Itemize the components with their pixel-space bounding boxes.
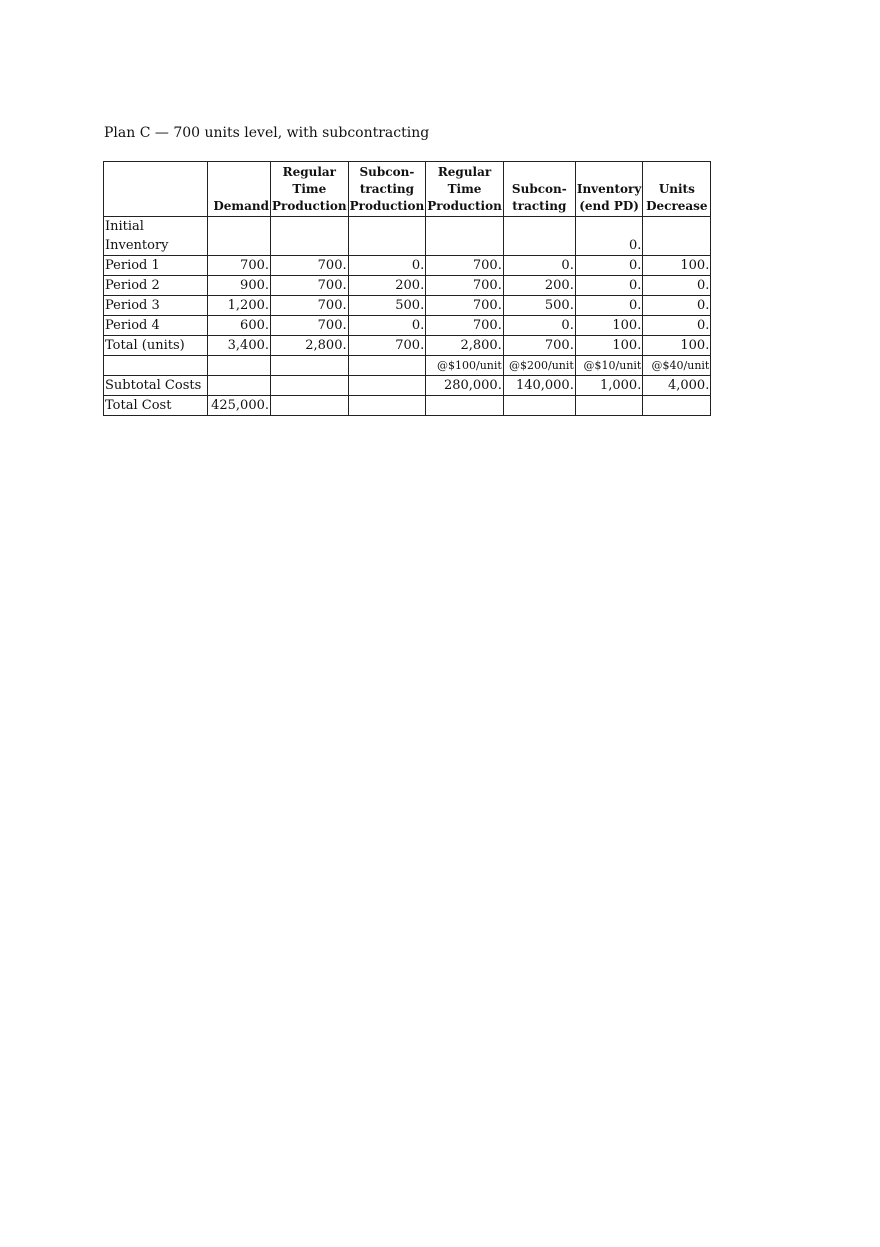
- table-cell: 700.: [348, 336, 426, 356]
- table-cell: [271, 396, 349, 416]
- header-cell-units-decrease: Units Decrease: [643, 162, 711, 217]
- table-cell: 280,000.: [426, 376, 504, 396]
- table-cell: [348, 376, 426, 396]
- table-cell: 2,800.: [426, 336, 504, 356]
- header-cell-regular-time-production: Regular Time Production: [271, 162, 349, 217]
- table-row: [104, 336, 711, 356]
- table-row: [104, 276, 711, 296]
- table-cell: 700.: [208, 256, 271, 276]
- table-row: [104, 356, 711, 376]
- table-cell: 0.: [503, 256, 575, 276]
- table-cell: 700.: [503, 336, 575, 356]
- table-cell: 0.: [575, 217, 643, 256]
- header-row: [104, 162, 711, 217]
- table-cell: [271, 356, 349, 376]
- table-cell: 0.: [575, 256, 643, 276]
- table-cell: [208, 356, 271, 376]
- table-cell: [503, 217, 575, 256]
- table-cell: [348, 396, 426, 416]
- table-cell: 0.: [575, 276, 643, 296]
- table-cell: [271, 217, 349, 256]
- row-label: Initial Inventory: [104, 217, 208, 256]
- table-cell: 1,200.: [208, 296, 271, 316]
- table-cell: 100.: [643, 336, 711, 356]
- row-label: Total Cost: [104, 396, 208, 416]
- table-cell: 140,000.: [503, 376, 575, 396]
- table-cell: 2,800.: [271, 336, 349, 356]
- table-cell: 200.: [503, 276, 575, 296]
- table-cell: [643, 217, 711, 256]
- header-cell-inventory: Inventory (end PD): [575, 162, 643, 217]
- row-label: Subtotal Costs: [104, 376, 208, 396]
- table-cell: 700.: [426, 256, 504, 276]
- header-cell-regular-time-production-cost: Regular Time Production: [426, 162, 504, 217]
- table-cell: @$100/unit: [426, 356, 504, 376]
- table-cell: 100.: [575, 336, 643, 356]
- table-cell: 3,400.: [208, 336, 271, 356]
- table-cell: 700.: [271, 256, 349, 276]
- table-cell: [575, 396, 643, 416]
- table-row: [104, 376, 711, 396]
- table-cell: [426, 217, 504, 256]
- table-row: [104, 296, 711, 316]
- table-cell: [426, 396, 504, 416]
- table-cell: @$10/unit: [575, 356, 643, 376]
- table-cell: [208, 376, 271, 396]
- table-cell: 100.: [643, 256, 711, 276]
- table-cell: 0.: [348, 316, 426, 336]
- table-cell: 500.: [348, 296, 426, 316]
- table-cell: 4,000.: [643, 376, 711, 396]
- table-cell: [348, 356, 426, 376]
- table-cell: 200.: [348, 276, 426, 296]
- row-label: Period 1: [104, 256, 208, 276]
- table-cell: 0.: [348, 256, 426, 276]
- table-cell: @$200/unit: [503, 356, 575, 376]
- row-label: Period 2: [104, 276, 208, 296]
- table-cell: [271, 376, 349, 396]
- table-cell: 900.: [208, 276, 271, 296]
- table-cell: 700.: [426, 276, 504, 296]
- table-cell: 700.: [426, 316, 504, 336]
- aggregate-plan-table: [103, 161, 711, 416]
- table-cell: 0.: [643, 296, 711, 316]
- table-cell: [348, 217, 426, 256]
- table-cell: 0.: [575, 296, 643, 316]
- row-label: Total (units): [104, 336, 208, 356]
- table-cell: 700.: [426, 296, 504, 316]
- table-cell: 700.: [271, 276, 349, 296]
- table-body: [104, 217, 711, 416]
- table-cell: 425,000.: [208, 396, 271, 416]
- table-cell: 0.: [503, 316, 575, 336]
- table-row: [104, 256, 711, 276]
- table-cell: [503, 396, 575, 416]
- table-cell: [208, 217, 271, 256]
- table-cell: 1,000.: [575, 376, 643, 396]
- table-cell: 0.: [643, 276, 711, 296]
- table-row: [104, 316, 711, 336]
- page-title: Plan C — 700 units level, with subcontracting: [104, 125, 430, 141]
- table-cell: [643, 396, 711, 416]
- table-cell: 700.: [271, 316, 349, 336]
- row-label: Period 4: [104, 316, 208, 336]
- table-cell: 600.: [208, 316, 271, 336]
- header-cell-subcontracting-cost: Subcon- tracting: [503, 162, 575, 217]
- table-cell: 500.: [503, 296, 575, 316]
- table-cell: 100.: [575, 316, 643, 336]
- header-cell-subcontracting-production: Subcon- tracting Production: [348, 162, 426, 217]
- header-cell-corner: [104, 162, 208, 217]
- table-row: [104, 396, 711, 416]
- table-cell: 700.: [271, 296, 349, 316]
- table-cell: @$40/unit: [643, 356, 711, 376]
- row-label: Period 3: [104, 296, 208, 316]
- header-cell-demand: Demand: [208, 162, 271, 217]
- row-label: [104, 356, 208, 376]
- table-cell: 0.: [643, 316, 711, 336]
- table-row: [104, 217, 711, 256]
